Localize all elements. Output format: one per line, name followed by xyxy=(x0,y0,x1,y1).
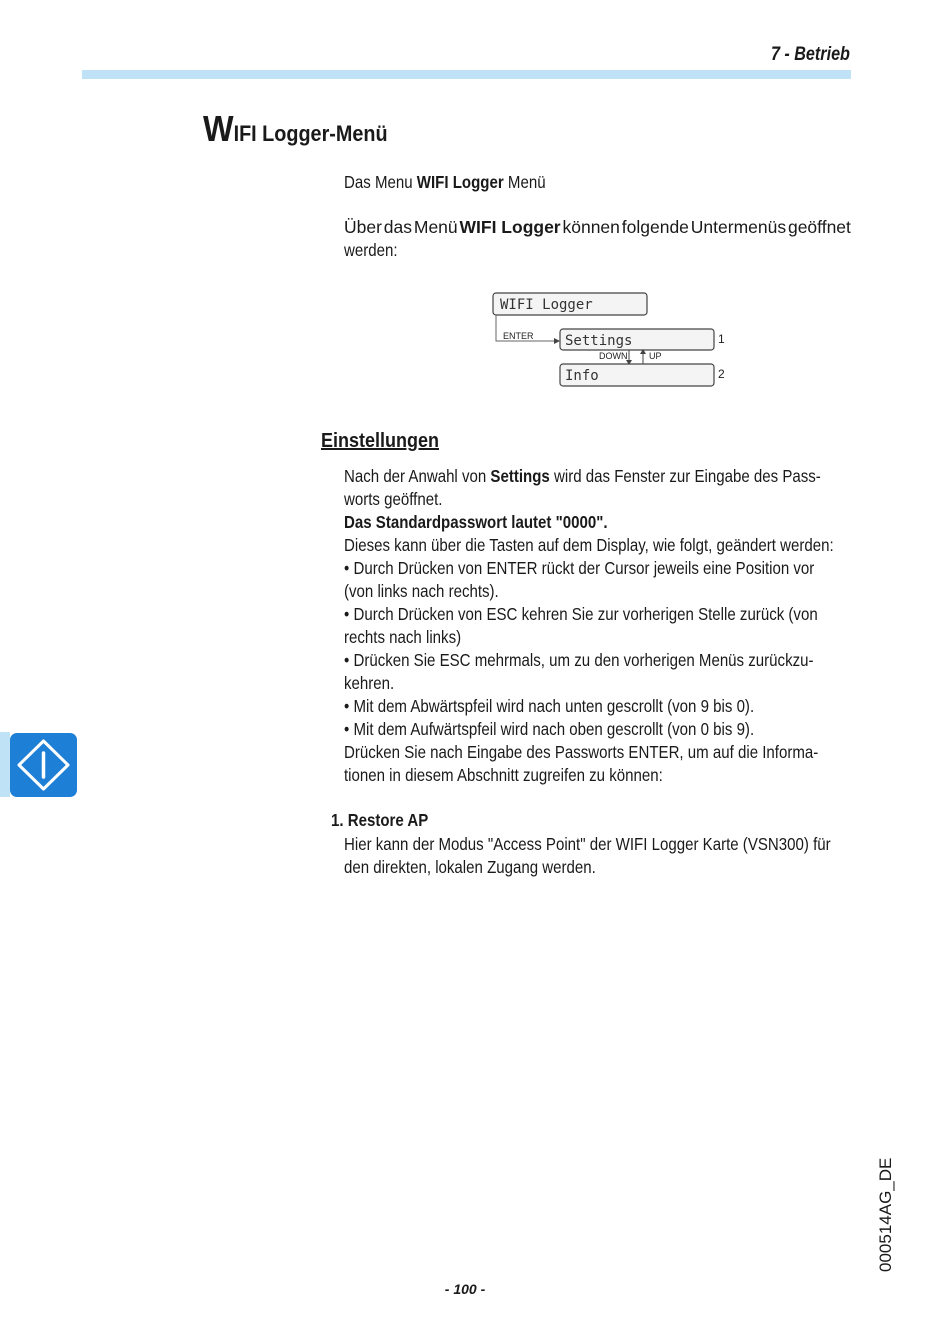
paragraph-line: worts geöffnet. xyxy=(344,489,443,509)
paragraph-line: Hier kann der Modus "Access Point" der WIFI Logger Karte (VSN300) für xyxy=(344,834,831,854)
intro-word: geöffnet xyxy=(787,217,851,237)
menu-diagram xyxy=(490,290,730,390)
intro-text: Menü xyxy=(503,172,546,192)
menu-title-text: WIFI Logger xyxy=(500,297,593,313)
title-rest: IFI Logger-Menü xyxy=(233,121,388,146)
page-number: - 100 - xyxy=(444,1281,486,1297)
bullet-line: rechts nach links) xyxy=(344,627,462,647)
section-heading: Einstellungen xyxy=(321,430,440,452)
side-tab xyxy=(0,732,10,797)
bullet-line: • Mit dem Aufwärtspfeil wird nach oben gescrollt (von 0 bis 9). xyxy=(344,719,755,739)
menu-item-settings-label: Settings xyxy=(565,333,633,349)
bullet-line: kehren. xyxy=(344,673,395,693)
operation-diamond-icon xyxy=(10,733,77,797)
paragraph-line: tionen in diesem Abschnitt zugreifen zu können: xyxy=(344,765,663,785)
intro-line-1 xyxy=(344,171,546,194)
intro-text: Das Menu xyxy=(344,172,417,192)
restore-ap-heading: 1. Restore AP xyxy=(331,810,429,830)
default-password-note xyxy=(344,511,834,534)
bullet-line: • Drücken Sie ESC mehrmals, um zu den vorherigen Menüs zurückzu- xyxy=(344,650,814,670)
intro-bold: WIFI Logger xyxy=(416,172,504,192)
text-bold: Das Standardpasswort lautet "0000". xyxy=(344,512,608,532)
menu-item-info-number: 2 xyxy=(718,367,725,381)
text-bold: Settings xyxy=(490,466,550,486)
bullet-line: • Mit dem Abwärtspfeil wird nach unten gescrollt (von 9 bis 0). xyxy=(344,696,755,716)
restore-ap-text xyxy=(344,833,831,879)
bullet-line: • Durch Drücken von ESC kehren Sie zur vorherigen Stelle zurück (von xyxy=(344,604,818,624)
down-label: DOWN xyxy=(599,351,628,361)
paragraph-line: Drücken Sie nach Eingabe des Passworts ENTER, um auf die Informa- xyxy=(344,742,819,762)
enter-label: ENTER xyxy=(503,331,534,341)
paragraph-line xyxy=(344,465,834,488)
intro-word: folgende xyxy=(621,217,689,237)
intro-word-bold: WIFI Logger xyxy=(459,217,561,237)
paragraph-line: den direkten, lokalen Zugang werden. xyxy=(344,857,596,877)
enter-arrow-icon xyxy=(554,338,560,344)
text: Nach der Anwahl von xyxy=(344,466,491,486)
menu-item-settings-number: 1 xyxy=(718,332,725,346)
intro-line-3: werden: xyxy=(344,240,398,260)
title-initial: W xyxy=(203,108,234,149)
bullet-line: (von links nach rechts). xyxy=(344,581,499,601)
intro-paragraph xyxy=(344,216,851,262)
section-body xyxy=(344,465,834,787)
intro-word: Über xyxy=(344,217,382,237)
document-code: 000514AG_DE xyxy=(876,1157,895,1272)
intro-word: das xyxy=(383,217,413,237)
header-rule xyxy=(82,70,851,79)
page-title xyxy=(203,108,388,150)
chapter-header: 7 - Betrieb xyxy=(771,44,850,65)
intro-line-2 xyxy=(344,216,851,239)
text: wird das Fenster zur Eingabe des Pass- xyxy=(549,466,821,486)
intro-word: Untermenüs xyxy=(690,217,787,237)
menu-item-info-label: Info xyxy=(565,368,599,384)
bullet-line: • Durch Drücken von ENTER rückt der Cursor jeweils eine Position vor xyxy=(344,558,815,578)
intro-word: Menü xyxy=(413,217,458,237)
up-label: UP xyxy=(649,351,662,361)
intro-word: können xyxy=(562,217,620,237)
paragraph-line: Dieses kann über die Tasten auf dem Display, wie folgt, geändert werden: xyxy=(344,535,834,555)
